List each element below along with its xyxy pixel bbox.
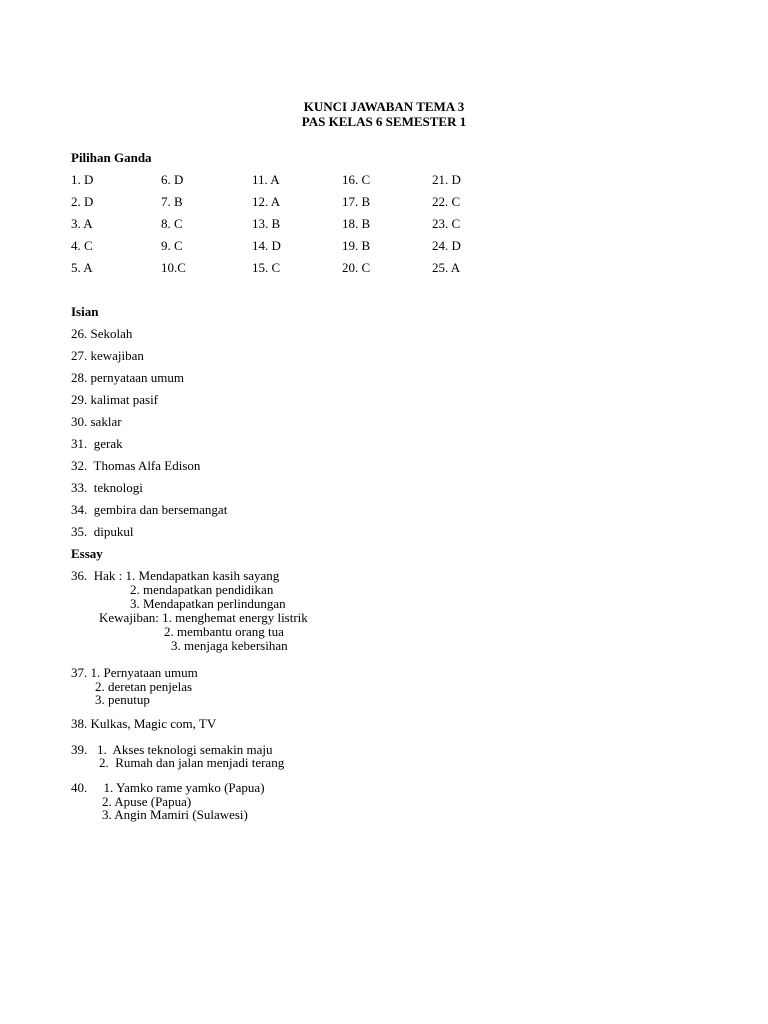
mc-answer: 24. D [432,238,461,253]
essay-line: 2. deretan penjelas [95,679,193,694]
list-item: 27. kewajiban [71,348,144,363]
essay-line: 2. Rumah dan jalan menjadi terang [99,755,285,770]
essay-line: Kewajiban: 1. menghemat energy listrik [99,610,308,625]
mc-answer: 18. B [342,216,371,231]
list-item: 26. Sekolah [71,326,133,341]
document-subtitle: PAS KELAS 6 SEMESTER 1 [301,114,467,129]
list-item: 33. teknologi [71,480,143,495]
essay-line: 2. mendapatkan pendidikan [130,582,274,597]
mc-answer: 22. C [432,194,461,209]
mc-answer: 7. B [161,194,183,209]
mc-answer: 15. C [252,260,281,275]
list-item: 32. Thomas Alfa Edison [71,458,201,473]
mc-answer: 20. C [342,260,371,275]
mc-answer: 23. C [432,216,461,231]
list-item: 34. gembira dan bersemangat [71,502,228,517]
mc-answer: 10.C [161,260,186,275]
list-item: 29. kalimat pasif [71,392,159,407]
essay-line: 37. 1. Pernyataan umum [71,665,198,680]
mc-answer: 17. B [342,194,371,209]
list-item: 30. saklar [71,414,122,429]
essay-line: 2. membantu orang tua [164,624,284,639]
mc-answer: 11. A [252,172,280,187]
essay-answer-38: 38. Kulkas, Magic com, TV [71,716,217,731]
mc-answer: 5. A [71,260,93,275]
essay-line: 3. menjaga kebersihan [171,638,288,653]
mc-answer: 12. A [252,194,281,209]
mc-answer: 1. D [71,172,94,187]
isian-heading: Isian [71,304,99,319]
mc-answer: 16. C [342,172,371,187]
list-item: 31. gerak [71,436,123,451]
mc-answer: 14. D [252,238,281,253]
pilihan-ganda-heading: Pilihan Ganda [71,150,152,165]
mc-answer: 4. C [71,238,93,253]
mc-answer: 21. D [432,172,461,187]
mc-answer: 2. D [71,194,94,209]
essay-heading: Essay [71,546,103,561]
essay-line: 36. Hak : 1. Mendapatkan kasih sayang [71,568,280,583]
mc-answer: 13. B [252,216,281,231]
mc-answer: 9. C [161,238,183,253]
list-item: 35. dipukul [71,524,134,539]
essay-line: 39. 1. Akses teknologi semakin maju [71,742,273,757]
mc-answer: 6. D [161,172,184,187]
list-item: 28. pernyataan umum [71,370,184,385]
mc-answer: 3. A [71,216,93,231]
essay-line: 3. Mendapatkan perlindungan [130,596,286,611]
essay-line: 3. Angin Mamiri (Sulawesi) [102,807,248,822]
essay-line: 2. Apuse (Papua) [102,794,192,809]
mc-answer: 25. A [432,260,461,275]
essay-line: 3. penutup [95,692,150,707]
document-title: KUNCI JAWABAN TEMA 3 [303,99,465,114]
mc-answer: 8. C [161,216,183,231]
essay-line: 40. 1. Yamko rame yamko (Papua) [71,780,265,795]
mc-answer: 19. B [342,238,371,253]
